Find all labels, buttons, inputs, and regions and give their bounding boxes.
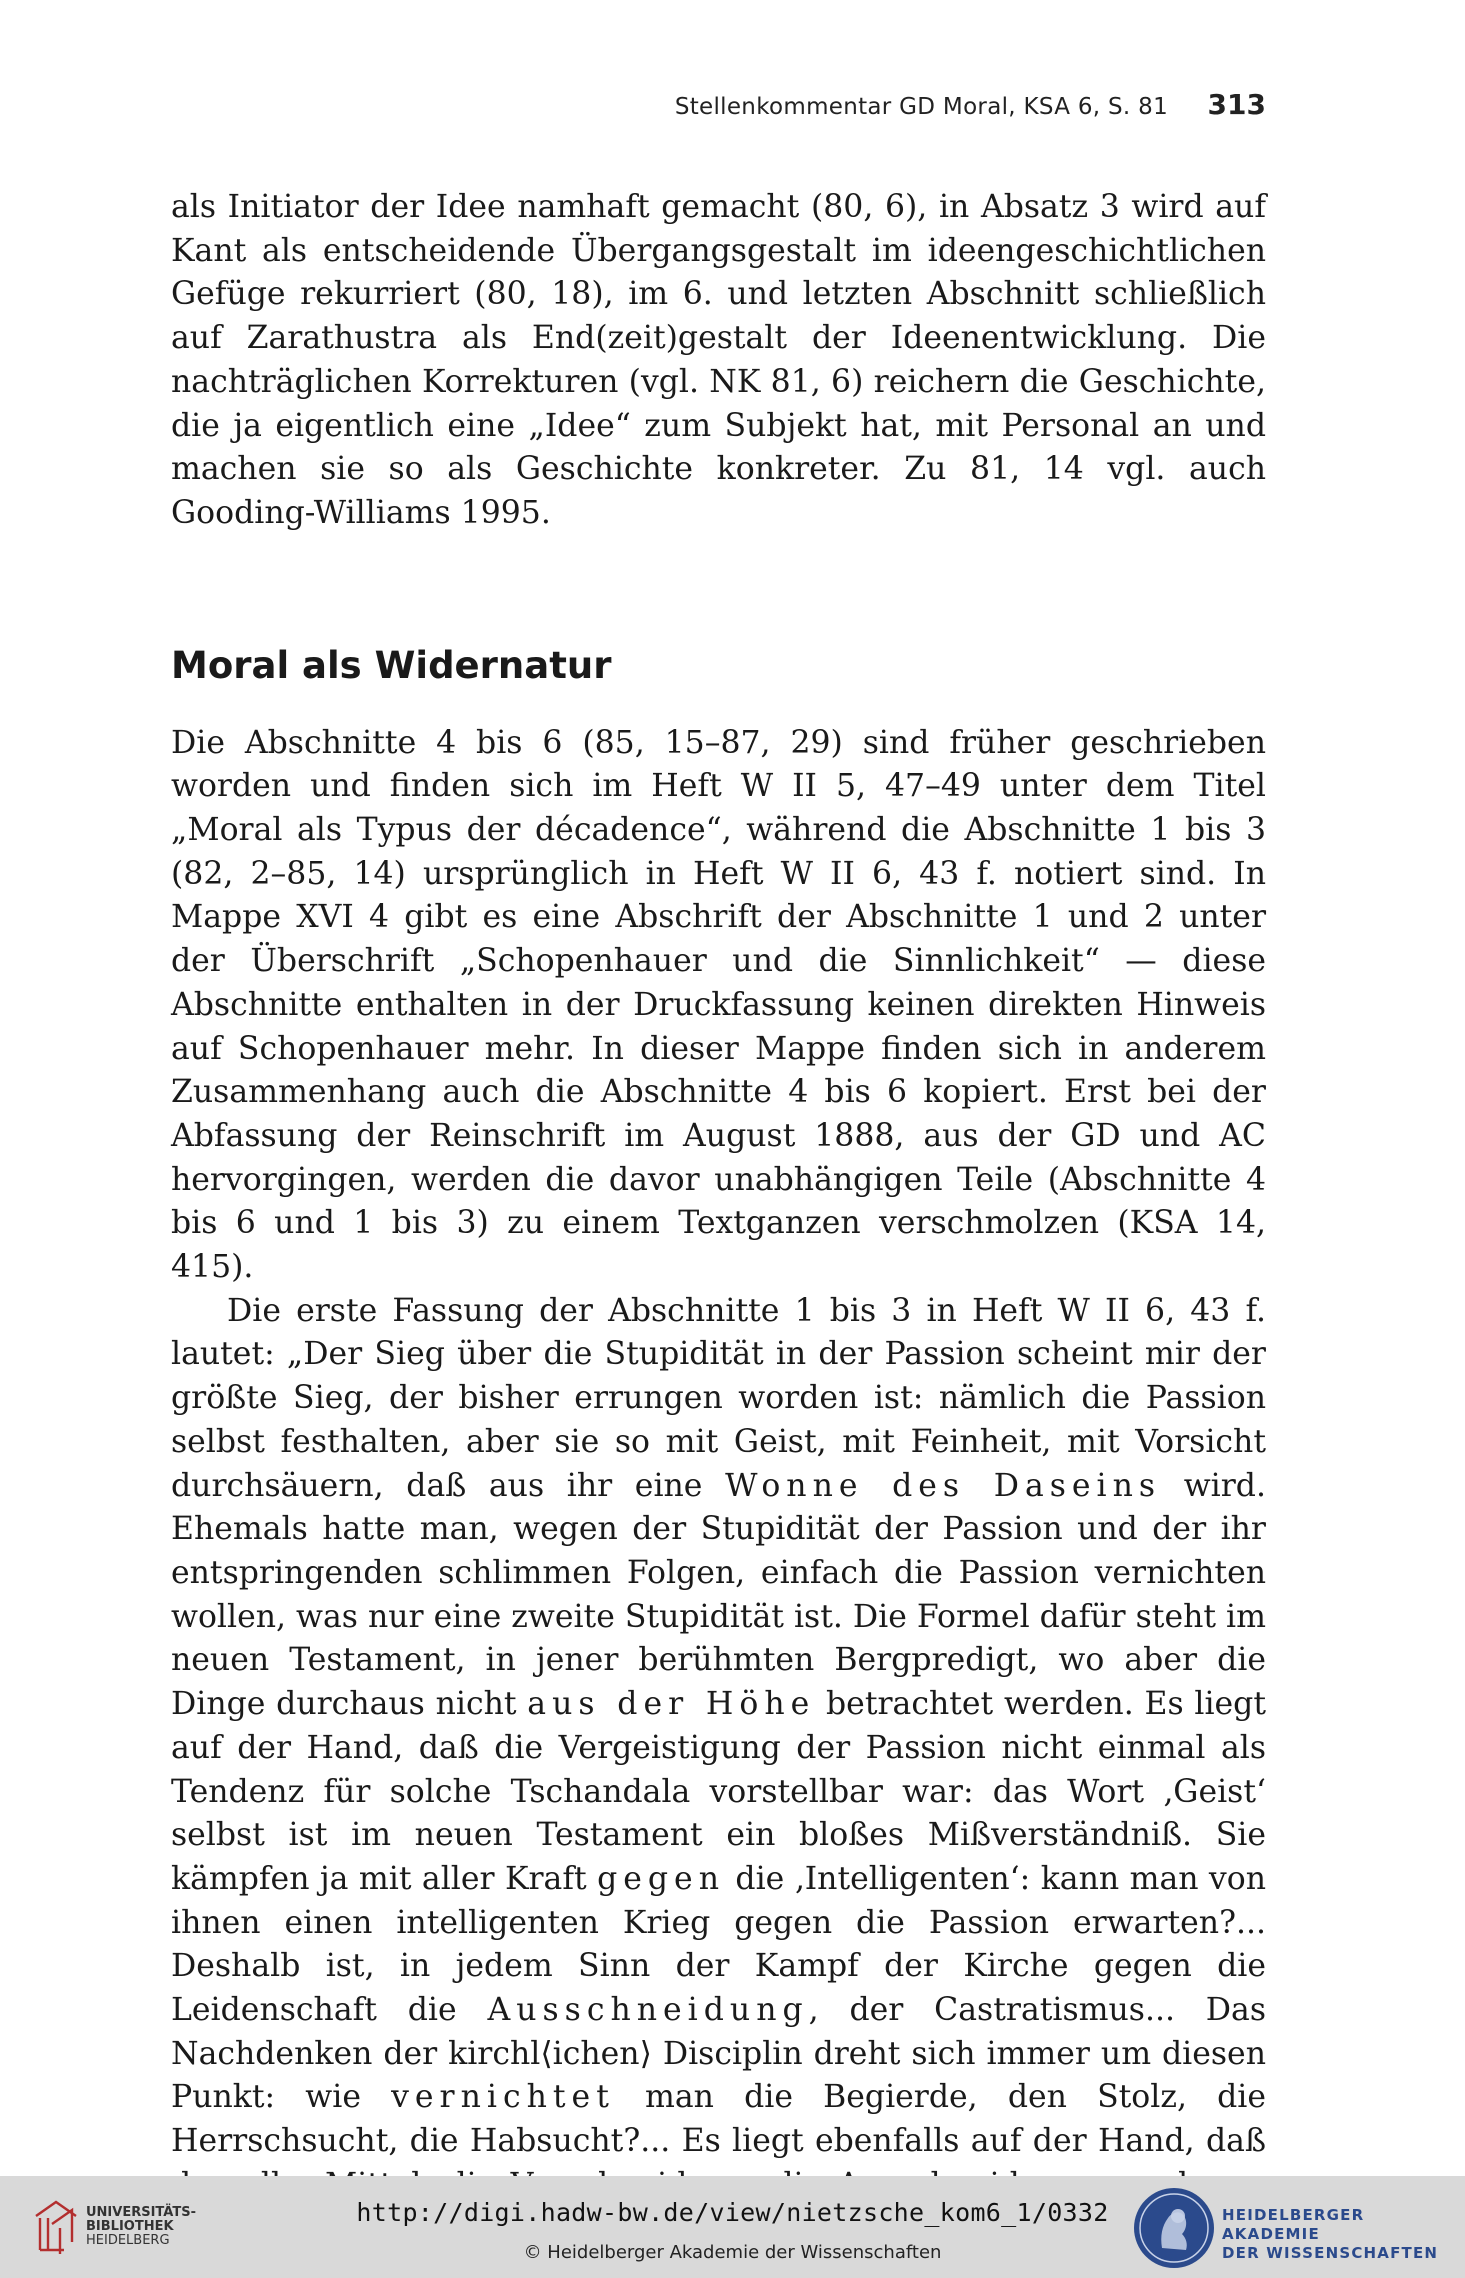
emphasis-spaced: vernichtet — [391, 2079, 615, 2116]
running-head: Stellenkommentar GD Moral, KSA 6, S. 81 — [674, 94, 1168, 120]
page-number: 313 — [1207, 88, 1266, 121]
permalink-url[interactable]: http://digi.hadw-bw.de/view/nietzsche_kom6_1/0332 — [356, 2198, 1109, 2227]
copyright-notice: © Heidelberger Akademie der Wissenschaften — [523, 2242, 942, 2263]
page-header — [171, 86, 1266, 126]
page-content — [171, 186, 1266, 2251]
quote-text: wird. Ehemals hatte man, wegen der Stupidität der Passion und der ihr entspringenden schlimmen Folgen, einfach die Passion vernichten wollen, was nur eine zweite Stupidität ist. Die Formel dafür steht im neuen Testament, in jener berühmten Bergpredigt, wo aber die Dinge durchaus nicht — [171, 1467, 1266, 1723]
quote-text: Die erste Fassung der Abschnitte 1 bis 3 in Heft W II 6, 43 f. lautet: „Der Sieg über die Stupidität in der Passion scheint mir der größte Sieg, der bisher errungen worden ist: nämlich die Passion selbst festhalten, aber sie so mit Geist, mit Feinheit, mit Vorsicht durchsäuern, daß aus ihr eine — [171, 1292, 1266, 1504]
quote-text: betrachtet werden. Es liegt auf der Hand, daß die Vergeistigung der Passion nicht einmal als Tendenz für solche Tschandala vorstellbar war: das Wort ‚Geist‘ selbst ist im neuen Testament ein bloßes Mißverständniß. Sie kämpfen ja mit aller Kraft — [171, 1686, 1266, 1897]
footer-bar — [0, 2176, 1465, 2278]
quote-text: die ‚Intelligenten‘: kann man von ihnen einen intelligenten Krieg gegen die Passion erwarten?... Deshalb ist, in jedem Sinn der Kampf der Kirche gegen die Leidenschaft die — [171, 1860, 1266, 2029]
emphasis-spaced: aus der Höhe — [527, 1686, 816, 1723]
academy-name: HEIDELBERGER AKADEMIE DER WISSENSCHAFTEN — [1222, 2206, 1439, 2262]
paragraph-continuation: als Initiator der Idee namhaft gemacht (80, 6), in Absatz 3 wird auf Kant als entscheidende Übergangsgestalt im ideengeschichtlichen Gefüge rekurriert (80, 18), im 6. und letzten Abschnitt schließlich auf Zarathustra als End(zeit)gestalt der Ideenentwicklung. Die nachträglichen Korrekturen (vgl. NK 81, 6) reichern die Geschichte, die ja eigentlich eine „Idee“ zum Subjekt hat, mit Personal an und machen sie so als Geschichte konkreter. Zu 81, 14 vgl. auch Gooding-Williams 1995. — [171, 189, 1266, 531]
emphasis-spaced: gegen — [597, 1860, 725, 1897]
section-heading: Moral als Widernatur — [171, 643, 612, 687]
emphasis-spaced: Wonne des Daseins — [725, 1467, 1162, 1504]
paragraph-origin: Die Abschnitte 4 bis 6 (85, 15–87, 29) sind früher geschrieben worden und finden sich im Heft W II 5, 47–49 unter dem Titel „Moral als Typus der décadence“, während die Abschnitte 1 bis 3 (82, 2–85, 14) ursprünglich in Heft W II 6, 43 f. notiert sind. In Mappe XVI 4 gibt es eine Abschrift der Abschnitte 1 und 2 unter der Überschrift „Schopenhauer und die Sinnlichkeit“ — diese Abschnitte enthalten in der Druckfassung keinen direkten Hinweis auf Schopenhauer mehr. In dieser Mappe finden sich in anderem Zusammenhang auch die Abschnitte 4 bis 6 kopiert. Erst bei der Abfassung der Reinschrift im August 1888, aus der GD und AC hervorgingen, werden die davor unabhängigen Teile (Abschnitte 4 bis 6 und 1 bis 3) zu einem Textganzen verschmolzen (KSA 14, 415). — [171, 724, 1266, 1286]
library-name: UNIVERSITÄTS- BIBLIOTHEK HEIDELBERG — [86, 2205, 196, 2248]
quote-text: man die Begierde, den Stolz, die Herrschsucht, die Habsucht?... Es liegt ebenfalls auf der Hand, daß — [171, 2079, 1266, 2160]
paragraph-first-version — [171, 1290, 1266, 2251]
emphasis-spaced: Ausschneidung — [487, 1992, 809, 2029]
quote-text: , der Castratismus... Das Nachdenken der kirchl⟨ichen⟩ Disciplin dreht sich immer um diesen Punkt: wie — [171, 1992, 1267, 2116]
